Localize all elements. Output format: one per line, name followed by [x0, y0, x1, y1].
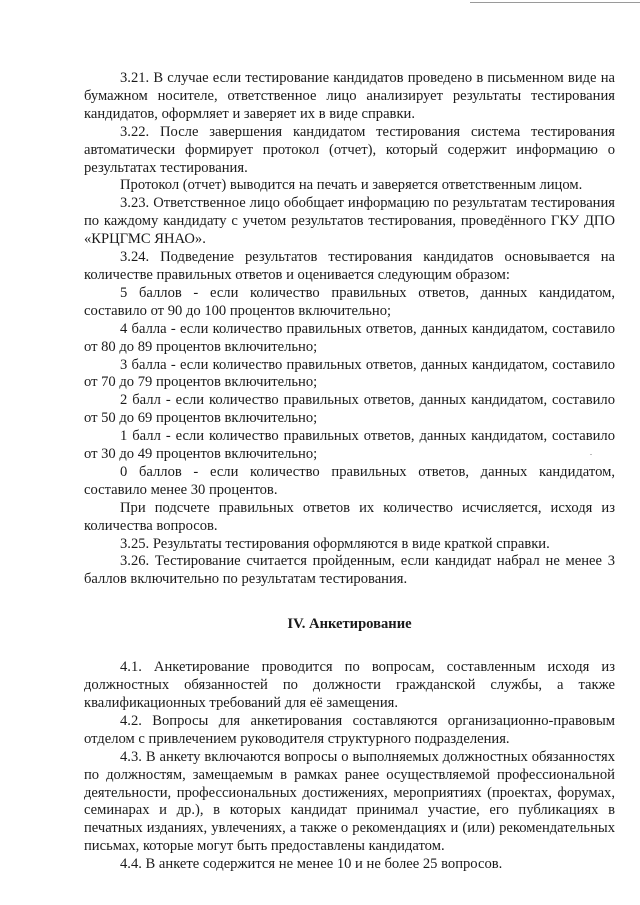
- paragraph-3-26: 3.26. Тестирование считается пройденным, если кандидат набрал не менее 3 баллов включительно по результатам тестирования.: [84, 553, 615, 588]
- paragraph-3-22: 3.22. После завершения кандидатом тестирования система тестирования автоматически формирует протокол (отчет), который содержит информацию о результатах тестирования.: [84, 123, 615, 176]
- score-4-item: 4 балла - если количество правильных ответов, данных кандидатом, составило от 80 до 89 процентов включительно;: [84, 320, 615, 355]
- score-5-item: 5 баллов - если количество правильных ответов, данных кандидатом, составило от 90 до 100 процентов включительно;: [84, 284, 615, 319]
- paragraph-4-3: 4.3. В анкету включаются вопросы о выполняемых должностных обязанностях по должностям, замещаемым в рамках ранее осуществляемой профессиональной деятельности, профессиональных достижениях, мероприятиях (проектах, форумах, семинарах и др.), в которых кандидат принимал участие, его публикациях в печатных изданиях, увлечениях, а также о рекомендациях и (или) рекомендательных письмах, которые могут быть предоставлены кандидатом.: [84, 748, 615, 855]
- score-2-item: 2 балл - если количество правильных ответов, данных кандидатом, составило от 50 до 69 процентов включительно;: [84, 392, 615, 427]
- paragraph-3-21: 3.21. В случае если тестирование кандидатов проведено в письменном виде на бумажном носителе, ответственное лицо анализирует результаты тестирования кандидатов, оформляет и заверяет их в виде справки.: [84, 70, 615, 122]
- score-1-item: 1 балл - если количество правильных ответов, данных кандидатом, составило от 30 до 49 процентов включительно;: [84, 428, 615, 463]
- section-heading: IV. Анкетирование: [287, 616, 412, 633]
- paragraph-4-4: 4.4. В анкете содержится не менее 10 и не более 25 вопросов.: [120, 856, 503, 873]
- score-3-item: 3 балла - если количество правильных ответов, данных кандидатом, составило от 70 до 79 процентов включительно;: [84, 356, 615, 391]
- paragraph-3-24: 3.24. Подведение результатов тестирования кандидатов основывается на количестве правильных ответов и оценивается следующим образом:: [84, 249, 615, 283]
- paragraph-protocol: Протокол (отчет) выводится на печать и заверяется ответственным лицом.: [120, 177, 583, 194]
- document-page: [84, 70, 615, 874]
- paragraph-4-1: 4.1. Анкетирование проводится по вопросам, составленным исходя из должностных обязанностей по должности гражданской службы, а также квалификационных требований для её замещения.: [84, 659, 615, 711]
- top-edge-line: [470, 2, 640, 3]
- paragraph-4-2: 4.2. Вопросы для анкетирования составляются организационно-правовым отделом с привлечением руководителя структурного подразделения.: [84, 712, 615, 747]
- paragraph-counting: При подсчете правильных ответов их количество исчисляется, исходя из количества вопросов.: [84, 499, 615, 534]
- paragraph-3-25: 3.25. Результаты тестирования оформляются в виде краткой справки.: [120, 535, 550, 552]
- paragraph-3-23: 3.23. Ответственное лицо обобщает информацию по результатам тестирования по каждому кандидату с учетом результатов тестирования, проведённого ГКУ ДПО «КРЦГМС ЯНАО».: [84, 195, 615, 248]
- score-0-item: 0 баллов - если количество правильных ответов, данных кандидатом, составило менее 30 процентов.: [84, 463, 615, 498]
